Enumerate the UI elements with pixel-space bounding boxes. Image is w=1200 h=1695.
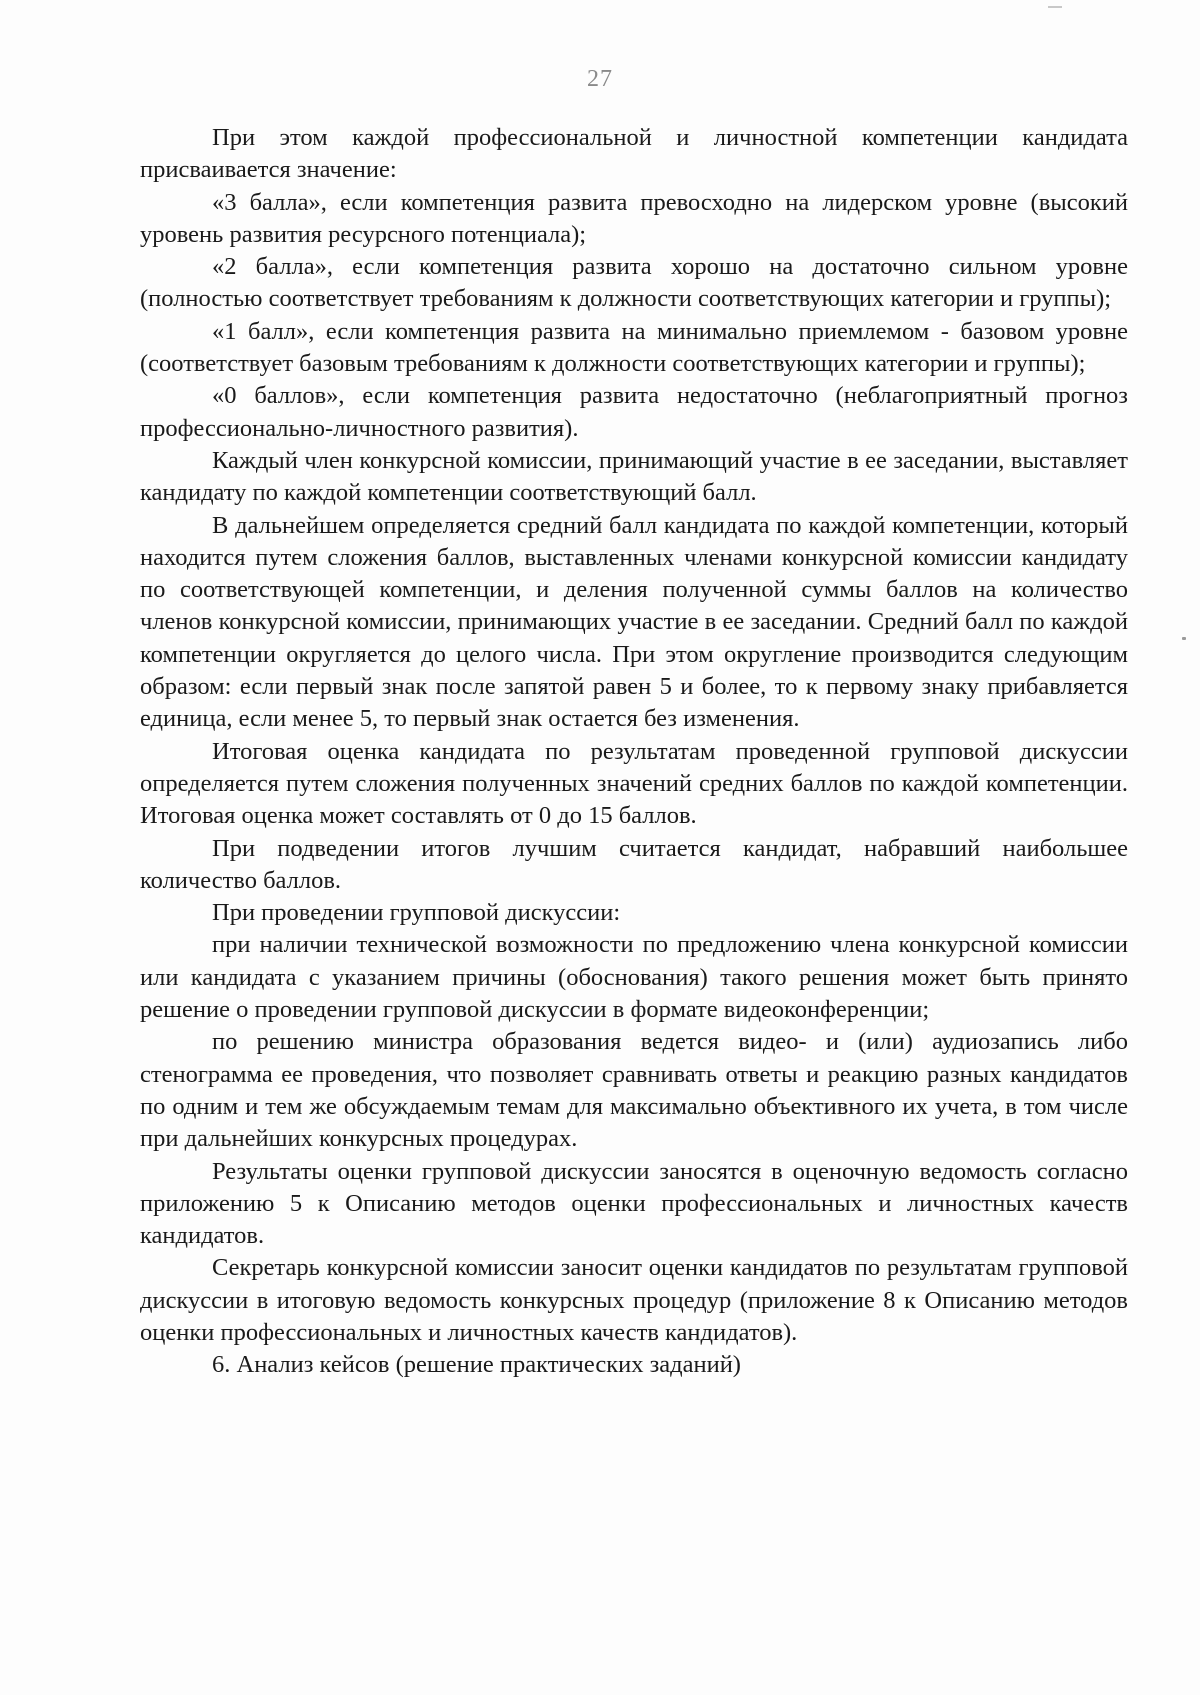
paragraph-commission-member: Каждый член конкурсной комиссии, принимающий участие в ее заседании, выставляет кандидату по каждой компетенции соответствующий балл. xyxy=(140,446,1128,507)
paragraph-score-3: «3 балла», если компетенция развита превосходно на лидерском уровне (высокий уровень развития ресурсного потенциала); xyxy=(140,188,1128,248)
paragraph-recording: по решению министра образования ведется видео- и (или) аудиозапись либо стенограмма ее проведения, что позволяет сравнивать ответы и реакцию разных кандидатов по одним и тем же обсуждаемым темам для максимально объективного их учета, в том числе при дальнейших конкурсных процедурах. xyxy=(140,1028,1128,1153)
paragraph-score-1: «1 балл», если компетенция развита на минимально приемлемом - базовом уровне (соответствует базовым требованиям к должности соответствующих категории и группы); xyxy=(140,317,1128,378)
paragraph-videoconference: при наличии технической возможности по предложению члена конкурсной комиссии или кандидата с указанием причины (обоснования) такого решения может быть принято решение о проведении групповой дискуссии в формате видеоконференции; xyxy=(140,931,1128,1024)
paragraph-results-sheet: Результаты оценки групповой дискуссии заносятся в оценочную ведомость согласно приложению 5 к Описанию методов оценки профессиональных и личностных качеств кандидатов. xyxy=(140,1157,1128,1250)
page-number: 27 xyxy=(587,66,613,92)
paragraph-secretary: Секретарь конкурсной комиссии заносит оценки кандидатов по результатам групповой дискуссии в итоговую ведомость конкурсных процедур (приложение 8 к Описанию методов оценки профессиональных и личностных качеств кандидатов). xyxy=(140,1254,1128,1346)
paragraph-final-score: Итоговая оценка кандидата по результатам проведенной групповой дискуссии определяется путем сложения полученных значений средних баллов по каждой компетенции. Итоговая оценка может составлять от 0 до 15 баллов. xyxy=(140,737,1128,830)
scan-dot xyxy=(1182,637,1186,640)
paragraph-discussion-heading: При проведении групповой дискуссии: xyxy=(212,899,621,927)
section-heading-case-analysis: 6. Анализ кейсов (решение практических заданий) xyxy=(212,1351,741,1379)
scan-mark xyxy=(1048,6,1062,8)
paragraph-best-candidate: При подведении итогов лучшим считается кандидат, набравший наибольшее количество баллов. xyxy=(140,834,1128,894)
paragraph-score-2: «2 балла», если компетенция развита хорошо на достаточно сильном уровне (полностью соответствует требованиям к должности соответствующих категории и группы); xyxy=(140,253,1128,313)
paragraph-score-0: «0 баллов», если компетенция развита недостаточно (неблагоприятный прогноз профессионально-личностного развития). xyxy=(140,382,1128,442)
document-body xyxy=(140,122,1128,1382)
paragraph-average-score: В дальнейшем определяется средний балл кандидата по каждой компетенции, который находится путем сложения баллов, выставленных членами конкурсной комиссии кандидату по соответствующей компетенции, и деления полученной суммы баллов на количество членов конкурсной комиссии, принимающих участие в ее заседании. Средний балл по каждой компетенции округляется до целого числа. При этом округление производится следующим образом: если первый знак после запятой равен 5 и более, то к первому знаку прибавляется единица, если менее 5, то первый знак остается без изменения. xyxy=(140,511,1128,733)
paragraph-intro: При этом каждой профессиональной и личностной компетенции кандидата присваивается значение: xyxy=(140,124,1128,184)
